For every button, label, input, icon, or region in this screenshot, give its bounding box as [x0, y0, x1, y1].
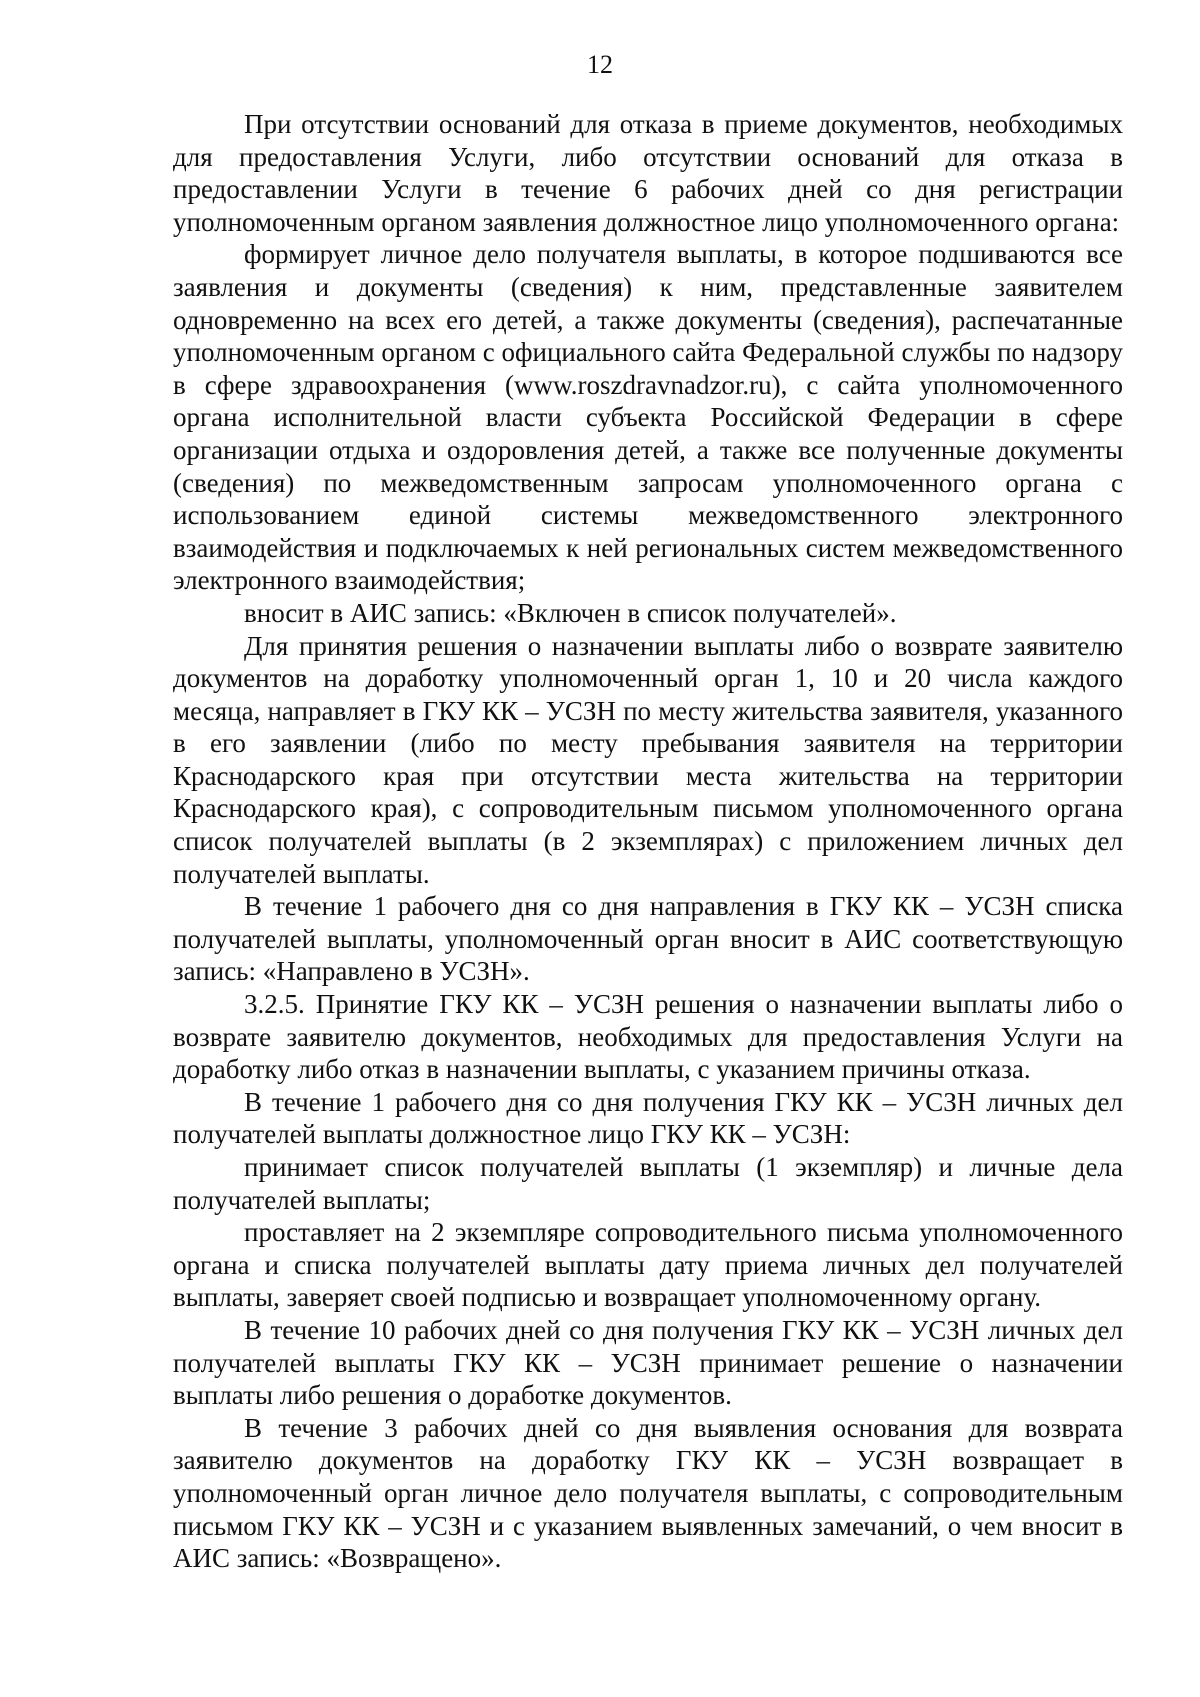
paragraph-7: В течение 1 рабочего дня со дня получения ГКУ КК – УСЗН личных дел получателей выплаты должностное лицо ГКУ КК – УСЗН: — [173, 1086, 1123, 1150]
paragraph-11: В течение 3 рабочих дней со дня выявления основания для возврата заявителю документов на доработку ГКУ КК – УСЗН возвращает в уполномоченный орган личное дело получателя выплаты, с сопроводительным письмом ГКУ КК – УСЗН и с указанием выявленных замечаний, о чем вносит в АИС запись: «Возвращено». — [173, 1412, 1123, 1574]
paragraph-8: принимает список получателей выплаты (1 экземпляр) и личные дела получателей выплаты; — [173, 1152, 1123, 1215]
paragraph-9: проставляет на 2 экземпляре сопроводительного письма уполномоченного органа и списка получателей выплаты дату приема личных дел получателей выплаты, заверяет своей подписью и возвращает уполномоченному органу. — [173, 1217, 1123, 1313]
document-body — [173, 108, 1123, 1575]
paragraph-2: формирует личное дело получателя выплаты, в которое подшиваются все заявления и документы (сведения) к ним, представленные заявителем одновременно на всех его детей, а также документы (сведения), распечатанные уполномоченным органом с официального сайта Федеральной службы по надзору в сфере здравоохранения (www.roszdravnadzor.ru), с сайта уполномоченного органа исполнительной власти субъекта Российской Федерации в сфере организации отдыха и оздоровления детей, а также все полученные документы (сведения) по межведомственным запросам уполномоченного органа с использованием единой системы межведомственного электронного взаимодействия и подключаемых к ней региональных систем межведомственного электронного взаимодействия; — [173, 239, 1123, 596]
paragraph-1: При отсутствии оснований для отказа в приеме документов, необходимых для предоставления Услуги, либо отсутствии оснований для отказа в предоставлении Услуги в течение 6 рабочих дней со дня регистрации уполномоченным органом заявления должностное лицо уполномоченного органа: — [173, 109, 1123, 237]
page-number: 12 — [587, 50, 613, 79]
paragraph-4: Для принятия решения о назначении выплаты либо о возврате заявителю документов на доработку уполномоченный орган 1, 10 и 20 числа каждого месяца, направляет в ГКУ КК – УСЗН по месту жительства заявителя, указанного в его заявлении (либо по месту пребывания заявителя на территории Краснодарского края при отсутствии места жительства на территории Краснодарского края), с сопроводительным письмом уполномоченного органа список получателей выплаты (в 2 экземплярах) с приложением личных дел получателей выплаты. — [173, 630, 1123, 889]
paragraph-3: вносит в АИС запись: «Включен в список получателей». — [244, 597, 897, 628]
paragraph-5: В течение 1 рабочего дня со дня направления в ГКУ КК – УСЗН списка получателей выплаты, уполномоченный орган вносит в АИС соответствующую запись: «Направлено в УСЗН». — [173, 891, 1123, 987]
paragraph-6: 3.2.5. Принятие ГКУ КК – УСЗН решения о назначении выплаты либо о возврате заявителю документов, необходимых для предоставления Услуги на доработку либо отказ в назначении выплаты, с указанием причины отказа. — [173, 989, 1123, 1085]
paragraph-10: В течение 10 рабочих дней со дня получения ГКУ КК – УСЗН личных дел получателей выплаты ГКУ КК – УСЗН принимает решение о назначении выплаты либо решения о доработке документов. — [173, 1314, 1123, 1411]
